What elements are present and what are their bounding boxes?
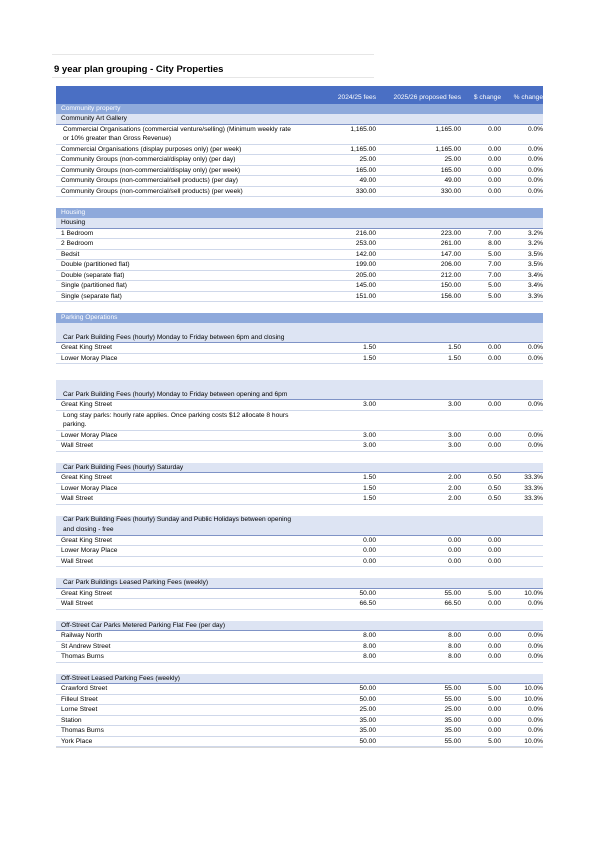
group-header <box>56 578 543 589</box>
table-row <box>56 125 543 145</box>
table-row <box>56 642 543 653</box>
row-description: 2 Bedroom <box>61 240 94 247</box>
group-header <box>56 380 543 400</box>
section-label: Parking Operations <box>61 314 118 321</box>
row-description: Wall Street <box>61 600 93 607</box>
table-row <box>56 737 543 748</box>
dollar-change: 5.00 <box>488 589 501 597</box>
table-row <box>56 400 543 411</box>
percent-change: 3.2% <box>527 240 543 247</box>
percent-change: 3.3% <box>527 292 543 300</box>
percent-change: 0.0% <box>527 354 543 362</box>
row-description: Community Groups (non-commercial/display only) (per day) <box>61 156 236 163</box>
row-description: Great King Street <box>61 401 112 408</box>
fee-2024: 0.00 <box>363 557 376 565</box>
fee-2025: 1,165.00 <box>435 145 461 153</box>
group-label: Car Park Buildings Leased Parking Fees (weekly) <box>63 579 209 586</box>
dollar-change: 0.00 <box>488 536 501 544</box>
group-header <box>56 621 543 632</box>
spacer <box>56 452 543 463</box>
table-row <box>56 250 543 261</box>
row-description: Thomas Burns <box>61 727 104 734</box>
row-description: 1 Bedroom <box>61 229 94 237</box>
table-row <box>56 411 543 431</box>
header-2024-fees: 2024/25 fees <box>337 94 376 101</box>
fee-2025: 330.00 <box>440 187 461 195</box>
dollar-change: 0.00 <box>488 727 501 734</box>
row-description: Wall Street <box>61 495 93 502</box>
group-header <box>56 674 543 685</box>
row-description: Wall Street <box>61 557 93 565</box>
dollar-change: 7.00 <box>488 271 501 279</box>
table-row <box>56 260 543 271</box>
percent-change: 10.0% <box>524 685 543 692</box>
section-label: Community property <box>61 105 121 112</box>
row-description: Commercial Organisations (display purposes only) (per week) <box>61 145 242 153</box>
fee-2025: 3.00 <box>448 401 461 408</box>
dollar-change: 5.00 <box>488 292 501 300</box>
fee-2025: 165.00 <box>440 166 461 174</box>
group-header <box>56 114 543 125</box>
row-description: Great King Street <box>61 589 112 597</box>
group-label: Community Art Gallery <box>61 115 127 122</box>
section-label: Housing <box>61 209 86 216</box>
fee-2025: 66.50 <box>444 600 461 607</box>
fee-2024: 145.00 <box>355 282 376 289</box>
dollar-change: 5.00 <box>488 695 501 703</box>
percent-change: 0.0% <box>527 145 543 153</box>
fee-2024: 50.00 <box>359 695 376 703</box>
percent-change: 0.0% <box>527 727 543 734</box>
fee-2025: 55.00 <box>444 695 461 703</box>
dollar-change: 0.00 <box>488 125 501 133</box>
fee-2024: 142.00 <box>355 250 376 258</box>
percent-change: 0.0% <box>527 187 543 195</box>
row-description: Long stay parks: hourly rate applies. Once parking costs $12 allocate 8 hours parking. <box>63 411 289 428</box>
table-row <box>56 546 543 557</box>
table-row <box>56 281 543 292</box>
fee-2025: 0.00 <box>448 557 461 565</box>
group-header <box>56 323 543 343</box>
dollar-change: 8.00 <box>488 240 501 247</box>
fee-2025: 55.00 <box>444 685 461 692</box>
group-label: Housing <box>61 219 86 226</box>
percent-change: 0.0% <box>527 125 543 133</box>
percent-change: 3.5% <box>527 250 543 258</box>
dollar-change: 0.00 <box>488 557 501 565</box>
fee-2025: 2.00 <box>448 495 461 502</box>
dollar-change: 5.00 <box>488 282 501 289</box>
row-description: Single (partitioned flat) <box>61 282 127 289</box>
fee-2024: 66.50 <box>359 600 376 607</box>
spacer <box>56 364 543 380</box>
fees-table <box>56 86 543 748</box>
table-row <box>56 599 543 610</box>
fee-2025: 2.00 <box>448 474 461 481</box>
row-description: Community Groups (non-commercial/sell products) (per day) <box>61 177 238 184</box>
fee-2025: 212.00 <box>440 271 461 279</box>
table-row <box>56 292 543 303</box>
row-description: Lower Moray Place <box>61 484 118 492</box>
dollar-change: 0.00 <box>488 187 501 195</box>
fee-2024: 50.00 <box>359 589 376 597</box>
dollar-change: 0.00 <box>488 145 501 153</box>
dollar-change: 0.00 <box>488 600 501 607</box>
fee-2025: 8.00 <box>448 653 461 660</box>
table-row <box>56 145 543 156</box>
fee-2025: 1,165.00 <box>435 125 461 133</box>
dollar-change: 5.00 <box>488 737 501 745</box>
dollar-change: 0.00 <box>488 166 501 174</box>
row-description: Filleul Street <box>61 695 98 703</box>
percent-change: 10.0% <box>524 695 543 703</box>
fee-2025: 3.00 <box>448 442 461 449</box>
group-header <box>56 463 543 474</box>
fee-2025: 2.00 <box>448 484 461 492</box>
row-description: Commercial Organisations (commercial venture/selling) (Minimum weekly rate or 10% greater than Gross Revenue) <box>63 125 291 142</box>
fee-2025: 35.00 <box>444 716 461 724</box>
fee-2024: 3.00 <box>363 442 376 449</box>
fee-2025: 0.00 <box>448 547 461 554</box>
percent-change: 3.4% <box>527 271 543 279</box>
dollar-change: 5.00 <box>488 250 501 258</box>
table-row <box>56 684 543 695</box>
table-row <box>56 354 543 365</box>
row-description: York Place <box>61 737 93 745</box>
table-row <box>56 431 543 442</box>
section-header <box>56 208 543 218</box>
fee-2024: 25.00 <box>359 706 376 713</box>
fee-2025: 150.00 <box>440 282 461 289</box>
percent-change: 0.0% <box>527 642 543 650</box>
table-row <box>56 536 543 547</box>
row-description: Single (separate flat) <box>61 292 122 300</box>
row-description: Great King Street <box>61 474 112 481</box>
percent-change: 0.0% <box>527 177 543 184</box>
dollar-change: 0.50 <box>488 474 501 481</box>
fee-2024: 8.00 <box>363 642 376 650</box>
group-header <box>56 516 543 536</box>
table-row <box>56 239 543 250</box>
header-2025-fees: 2025/26 proposed fees <box>393 94 461 101</box>
fee-2024: 8.00 <box>363 653 376 660</box>
percent-change: 0.0% <box>527 632 543 639</box>
percent-change: 0.0% <box>527 442 543 449</box>
group-label: Off-Street Leased Parking Fees (weekly) <box>61 674 180 682</box>
fee-2025: 35.00 <box>444 727 461 734</box>
row-description: Railway North <box>61 632 103 639</box>
fee-2025: 55.00 <box>444 589 461 597</box>
fee-2024: 8.00 <box>363 632 376 639</box>
fee-2024: 3.00 <box>363 431 376 439</box>
percent-change: 0.0% <box>527 156 543 163</box>
group-label: Car Park Building Fees (hourly) Monday to Friday between opening and 6pm <box>63 390 288 398</box>
dollar-change: 0.00 <box>488 442 501 449</box>
dollar-change: 7.00 <box>488 261 501 268</box>
fee-2024: 199.00 <box>355 261 376 268</box>
percent-change: 0.0% <box>527 653 543 660</box>
fee-2025: 55.00 <box>444 737 461 745</box>
dollar-change: 0.00 <box>488 642 501 650</box>
row-description: Community Groups (non-commercial/sell products) (per week) <box>61 187 243 195</box>
section-header <box>56 313 543 323</box>
percent-change: 0.0% <box>527 706 543 713</box>
table-row <box>56 631 543 642</box>
fee-2024: 205.00 <box>355 271 376 279</box>
fee-2024: 49.00 <box>359 177 376 184</box>
group-label: Car Park Building Fees (hourly) Sunday and Public Holidays between opening and closing - free <box>63 515 291 533</box>
row-description: Wall Street <box>61 442 93 449</box>
dollar-change: 0.00 <box>488 716 501 724</box>
section-header <box>56 104 543 114</box>
group-label: Car Park Building Fees (hourly) Saturday <box>63 463 184 471</box>
row-description: Lower Moray Place <box>61 354 118 362</box>
table-row <box>56 652 543 663</box>
table-row <box>56 229 543 240</box>
table-row <box>56 473 543 484</box>
row-description: Crawford Street <box>61 685 108 692</box>
table-header <box>56 86 543 104</box>
table-row <box>56 494 543 505</box>
table-row <box>56 155 543 166</box>
group-header <box>56 218 543 229</box>
percent-change: 33.3% <box>524 474 543 481</box>
fee-2025: 1.50 <box>448 354 461 362</box>
percent-change: 33.3% <box>524 495 543 502</box>
table-row <box>56 187 543 198</box>
group-label: Off-Street Car Parks Metered Parking Flat Fee (per day) <box>61 621 226 629</box>
table-end-line <box>56 747 543 748</box>
dollar-change: 0.00 <box>488 653 501 660</box>
fee-2024: 1.50 <box>363 344 376 351</box>
group-label: Car Park Building Fees (hourly) Monday to Friday between 6pm and closing <box>63 333 285 341</box>
fee-2024: 35.00 <box>359 716 376 724</box>
percent-change: 3.2% <box>527 229 543 237</box>
fee-2025: 3.00 <box>448 431 461 439</box>
table-row <box>56 166 543 177</box>
top-divider <box>52 54 374 55</box>
dollar-change: 0.00 <box>488 632 501 639</box>
dollar-change: 0.00 <box>488 431 501 439</box>
fee-2025: 25.00 <box>444 706 461 713</box>
fee-2024: 1.50 <box>363 484 376 492</box>
dollar-change: 0.00 <box>488 354 501 362</box>
percent-change: 33.3% <box>524 484 543 492</box>
fee-2024: 50.00 <box>359 737 376 745</box>
fee-2024: 35.00 <box>359 727 376 734</box>
spacer <box>56 663 543 674</box>
table-row <box>56 484 543 495</box>
fee-2025: 8.00 <box>448 642 461 650</box>
percent-change: 10.0% <box>524 737 543 745</box>
fee-2024: 165.00 <box>355 166 376 174</box>
percent-change: 10.0% <box>524 589 543 597</box>
dollar-change: 0.00 <box>488 344 501 351</box>
fee-2024: 253.00 <box>355 240 376 247</box>
fee-2025: 49.00 <box>444 177 461 184</box>
row-description: Bedsit <box>61 250 80 258</box>
row-description: Double (separate flat) <box>61 271 125 279</box>
row-description: Lower Moray Place <box>61 547 118 554</box>
fee-2024: 50.00 <box>359 685 376 692</box>
row-description: Lorne Street <box>61 706 98 713</box>
row-description: Station <box>61 716 82 724</box>
dollar-change: 0.00 <box>488 706 501 713</box>
fee-2024: 1,165.00 <box>350 145 376 153</box>
spacer <box>56 610 543 621</box>
row-description: Double (partitioned flat) <box>61 261 130 268</box>
table-row <box>56 176 543 187</box>
table-row <box>56 726 543 737</box>
spacer <box>56 197 543 208</box>
fee-2024: 216.00 <box>355 229 376 237</box>
table-row <box>56 695 543 706</box>
page-title: 9 year plan grouping - City Properties <box>54 64 224 75</box>
fee-2025: 206.00 <box>440 261 461 268</box>
row-description: Great King Street <box>61 344 112 351</box>
percent-change: 0.0% <box>527 431 543 439</box>
fee-2025: 1.50 <box>448 344 461 351</box>
dollar-change: 0.00 <box>488 156 501 163</box>
fee-2025: 8.00 <box>448 632 461 639</box>
table-body <box>56 104 543 748</box>
dollar-change: 5.00 <box>488 685 501 692</box>
dollar-change: 0.50 <box>488 495 501 502</box>
row-description: Great King Street <box>61 536 112 544</box>
fee-2024: 330.00 <box>355 187 376 195</box>
dollar-change: 0.00 <box>488 401 501 408</box>
fee-2025: 261.00 <box>440 240 461 247</box>
header-percent-change: % change <box>513 94 543 101</box>
fee-2024: 0.00 <box>363 547 376 554</box>
table-row <box>56 441 543 452</box>
title-divider <box>52 77 374 78</box>
fee-2024: 0.00 <box>363 536 376 544</box>
fee-2024: 1.50 <box>363 474 376 481</box>
percent-change: 0.0% <box>527 344 543 351</box>
dollar-change: 0.00 <box>488 547 501 554</box>
header-dollar-change: $ change <box>473 94 501 101</box>
table-row <box>56 716 543 727</box>
dollar-change: 7.00 <box>488 229 501 237</box>
fee-2024: 3.00 <box>363 401 376 408</box>
fee-2025: 0.00 <box>448 536 461 544</box>
dollar-change: 0.50 <box>488 484 501 492</box>
percent-change: 3.5% <box>527 261 543 268</box>
percent-change: 0.0% <box>527 600 543 607</box>
spacer <box>56 302 543 313</box>
spacer <box>56 567 543 578</box>
dollar-change: 0.00 <box>488 177 501 184</box>
table-row <box>56 271 543 282</box>
fee-2024: 1.50 <box>363 354 376 362</box>
fee-2025: 223.00 <box>440 229 461 237</box>
percent-change: 0.0% <box>527 166 543 174</box>
row-description: St Andrew Street <box>61 642 111 650</box>
table-row <box>56 589 543 600</box>
percent-change: 3.4% <box>527 282 543 289</box>
table-row <box>56 557 543 568</box>
table-row <box>56 705 543 716</box>
fee-2024: 1.50 <box>363 495 376 502</box>
row-description: Community Groups (non-commercial/display only) (per week) <box>61 166 241 174</box>
row-description: Thomas Burns <box>61 653 104 660</box>
table-row <box>56 343 543 354</box>
fee-2024: 1,165.00 <box>350 125 376 133</box>
fee-2025: 25.00 <box>444 156 461 163</box>
fee-2024: 151.00 <box>355 292 376 300</box>
fee-2025: 156.00 <box>440 292 461 300</box>
fee-2024: 25.00 <box>359 156 376 163</box>
percent-change: 0.0% <box>527 716 543 724</box>
percent-change: 0.0% <box>527 401 543 408</box>
fee-2025: 147.00 <box>440 250 461 258</box>
row-description: Lower Moray Place <box>61 431 118 439</box>
